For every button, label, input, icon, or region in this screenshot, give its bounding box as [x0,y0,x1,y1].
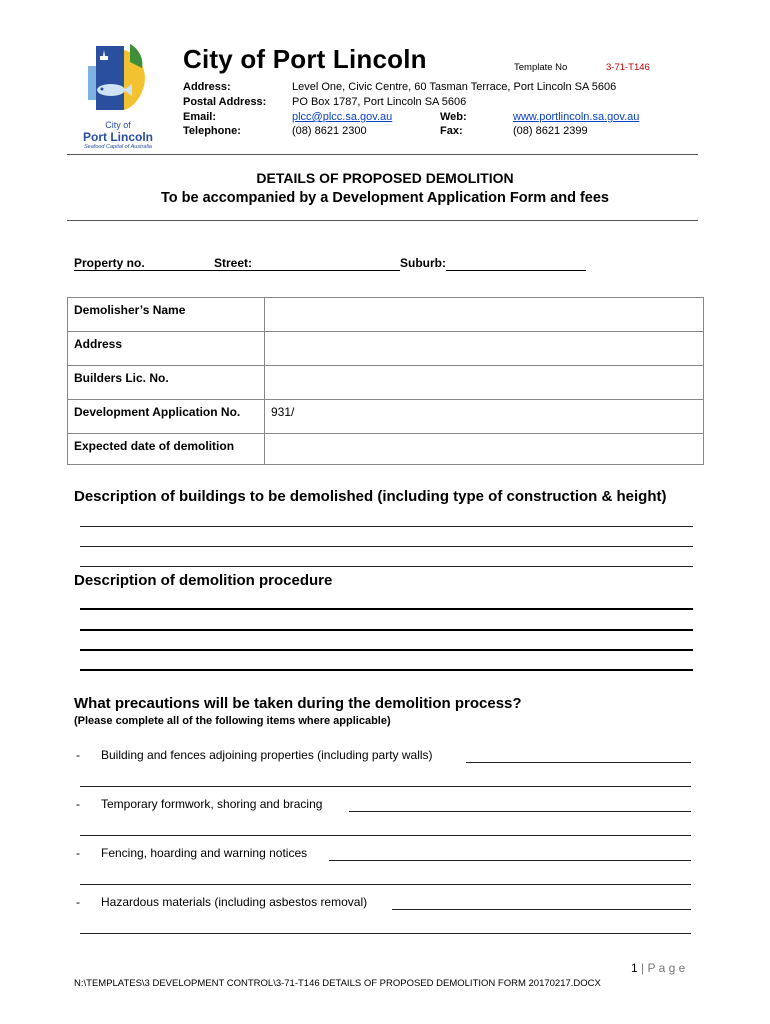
form-title: DETAILS OF PROPOSED DEMOLITION [256,170,514,186]
precaution-field-2[interactable] [349,811,691,812]
builders-lic-field[interactable] [265,366,704,400]
demolisher-table [67,297,704,465]
address-label: Address: [183,81,231,93]
procedure-line-3[interactable] [80,649,693,651]
title-divider [67,220,698,221]
web-link[interactable]: www.portlincoln.sa.gov.au [513,111,640,123]
file-path-footer: N:\TEMPLATES\3 DEVELOPMENT CONTROL\3-71-T146 DETAILS OF PROPOSED DEMOLITION FORM 20170217.DOCX [74,978,601,989]
development-app-label: Development Application No. [68,400,265,434]
demolisher-name-field[interactable] [265,298,704,332]
demolisher-name-label: Demolisher’s Name [68,298,265,332]
precaution-field-4[interactable] [392,909,691,910]
expected-date-field[interactable] [265,434,704,465]
buildings-line-3[interactable] [80,566,693,567]
table-row [68,434,704,465]
postal-address-value: PO Box 1787, Port Lincoln SA 5606 [292,96,467,108]
property-no-field[interactable] [74,270,264,271]
header-divider [67,154,698,155]
postal-address-label: Postal Address: [183,96,267,108]
precautions-heading: What precautions will be taken during the demolition process? [74,695,522,712]
buildings-line-2[interactable] [80,546,693,547]
precaution-item-3: Fencing, hoarding and warning notices [101,846,308,860]
suburb-field[interactable] [446,270,586,271]
telephone-value: (08) 8621 2300 [292,125,367,137]
procedure-line-2[interactable] [80,629,693,631]
precaution-item-1: Building and fences adjoining properties (including party walls) [101,748,433,762]
procedure-line-1[interactable] [80,608,693,610]
demolisher-address-label: Address [68,332,265,366]
address-value: Level One, Civic Centre, 60 Tasman Terrace, Port Lincoln SA 5606 [292,81,617,93]
email-label: Email: [183,111,217,123]
precaution-field-1[interactable] [466,762,691,763]
expected-date-label: Expected date of demolition [68,434,265,465]
email-link[interactable]: plcc@plcc.sa.gov.au [292,111,393,123]
logo-text-large: Port Lincoln [83,130,153,144]
page-word: P a g e [647,961,686,975]
suburb-label: Suburb: [400,256,446,270]
logo-emblem-icon [78,40,158,126]
page-separator: | [641,961,645,975]
template-label: Template No [514,62,568,73]
logo-text-small: City of [105,120,131,130]
precaution-item-4: Hazardous materials (including asbestos removal) [101,895,368,909]
precaution-line-4[interactable] [80,933,691,934]
page-number: 1 [631,961,638,975]
table-row [68,332,704,366]
precaution-field-3[interactable] [329,860,691,861]
web-label: Web: [440,111,467,123]
table-row [68,298,704,332]
property-no-label: Property no. [74,256,145,270]
table-row [68,400,704,434]
buildings-line-1[interactable] [80,526,693,527]
precaution-line-3[interactable] [80,884,691,885]
procedure-heading: Description of demolition procedure [74,572,333,589]
builders-lic-label: Builders Lic. No. [68,366,265,400]
street-field[interactable] [264,270,400,271]
form-subtitle: To be accompanied by a Development Application Form and fees [161,190,609,206]
bullet-3: - [76,846,80,860]
table-row [68,366,704,400]
bullet-1: - [76,748,80,762]
template-number: 3-71-T146 [606,62,650,73]
precautions-subheading: (Please complete all of the following items where applicable) [74,715,391,727]
precaution-item-2: Temporary formwork, shoring and bracing [101,797,323,811]
buildings-heading: Description of buildings to be demolished (including type of construction & height) [74,488,667,505]
street-label: Street: [214,256,253,270]
page-title: City of Port Lincoln [183,44,427,74]
precaution-line-1[interactable] [80,786,691,787]
logo-tagline: Seafood Capital of Australia [84,144,152,150]
procedure-line-4[interactable] [80,669,693,671]
demolisher-address-field[interactable] [265,332,704,366]
bullet-2: - [76,797,80,811]
development-app-field[interactable]: 931/ [265,400,704,434]
telephone-label: Telephone: [183,125,241,137]
precaution-line-2[interactable] [80,835,691,836]
fax-label: Fax: [440,125,463,137]
fax-value: (08) 8621 2399 [513,125,588,137]
page-number-footer [631,961,685,975]
bullet-4: - [76,895,80,909]
city-logo [78,40,158,152]
